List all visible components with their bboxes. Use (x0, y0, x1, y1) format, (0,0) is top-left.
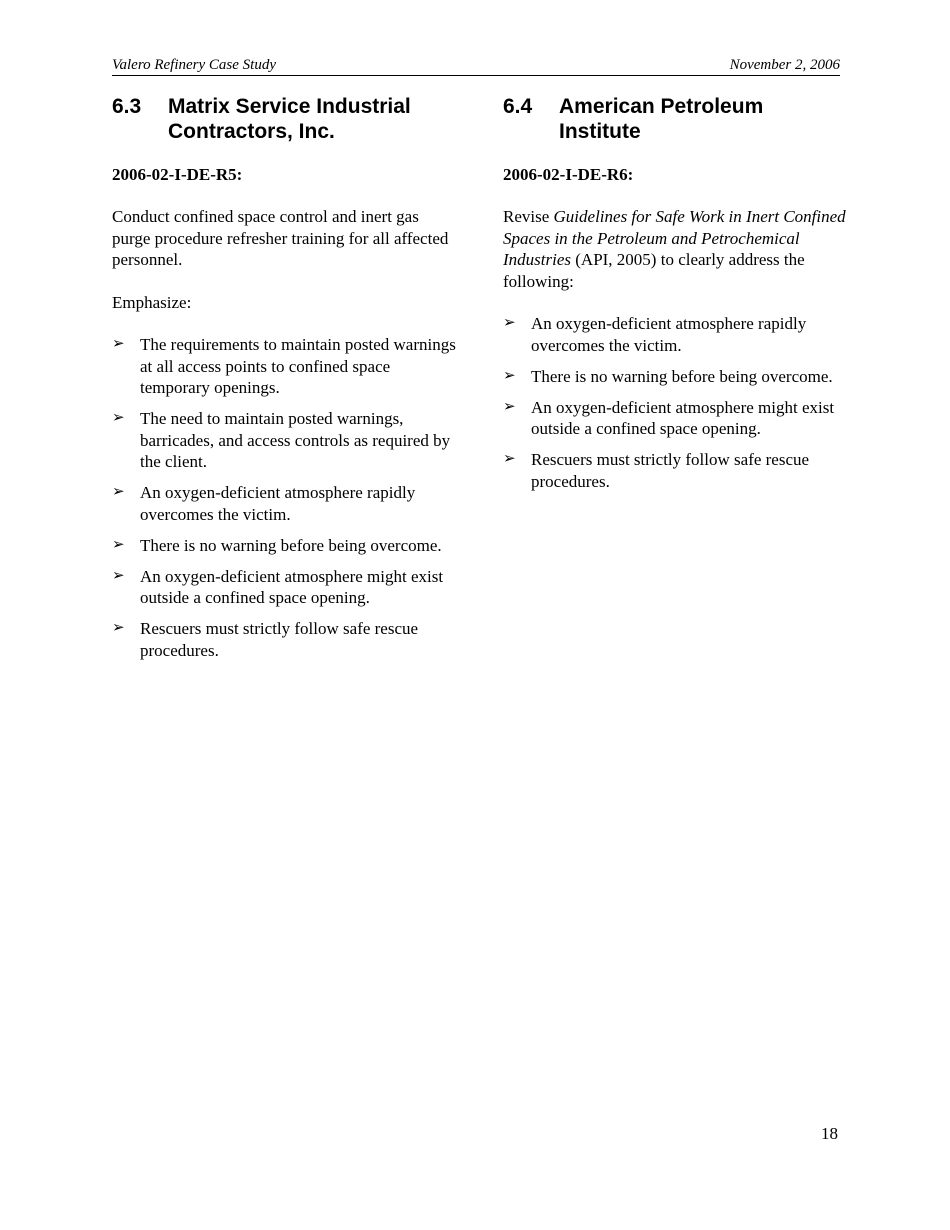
emphasis-list (112, 334, 457, 661)
arrow-bullet-icon: ➢ (503, 367, 516, 384)
list-item-text: There is no warning before being overcome. (140, 535, 442, 555)
header-date: November 2, 2006 (729, 57, 840, 73)
list-item (503, 313, 848, 356)
section-title: American Petroleum Institute (559, 95, 764, 143)
section-6-3 (112, 94, 457, 671)
list-item (112, 566, 457, 609)
list-item-text: Rescuers must strictly follow safe rescue procedures. (140, 619, 419, 660)
list-item-text: The need to maintain posted warnings, barricades, and access controls as required by the client. (140, 409, 451, 471)
list-item (112, 618, 457, 661)
section-heading (112, 94, 457, 144)
arrow-bullet-icon: ➢ (503, 451, 516, 467)
section-number: 6.4 (503, 95, 533, 118)
cited-document-title: Guidelines for Safe Work in Inert Confined Spaces in the Petroleum and Petrochemical Industries (503, 207, 846, 269)
recommendation-text: Conduct confined space control and inert gas purge procedure refresher training for all affected personnel. (112, 207, 449, 269)
recommendation-id: 2006-02-I-DE-R5: (112, 165, 243, 184)
section-number: 6.3 (112, 95, 142, 118)
recommendation-id: 2006-02-I-DE-R6: (503, 165, 634, 184)
arrow-bullet-icon: ➢ (112, 620, 125, 636)
list-item (112, 482, 457, 525)
list-item-text: There is no warning before being overcome. (531, 366, 833, 386)
header-title: Valero Refinery Case Study (112, 57, 276, 73)
recommendation-text (503, 206, 848, 292)
arrow-bullet-icon: ➢ (503, 398, 516, 415)
page-number: 18 (821, 1124, 838, 1143)
recommendation-text-pre: Revise (503, 207, 554, 226)
list-item-text: An oxygen-deficient atmosphere might exist outside a confined space opening. (140, 566, 444, 607)
list-item (112, 408, 457, 473)
list-item (112, 535, 457, 557)
emphasize-label: Emphasize: (112, 292, 192, 312)
running-header (112, 56, 840, 76)
list-item-text: The requirements to maintain posted warnings at all access points to confined space temporary openings. (140, 335, 456, 397)
list-item-text: An oxygen-deficient atmosphere might exist outside a confined space opening. (531, 397, 835, 438)
arrow-bullet-icon: ➢ (112, 567, 125, 584)
arrow-bullet-icon: ➢ (112, 536, 125, 553)
list-item (503, 366, 848, 388)
section-title: Matrix Service Industrial Contractors, Inc. (168, 95, 411, 143)
list-item-text: An oxygen-deficient atmosphere rapidly overcomes the victim. (531, 314, 807, 355)
arrow-bullet-icon: ➢ (112, 410, 125, 426)
arrow-bullet-icon: ➢ (503, 315, 516, 331)
arrow-bullet-icon: ➢ (112, 336, 125, 352)
list-item (503, 449, 848, 492)
arrow-bullet-icon: ➢ (112, 484, 125, 500)
list-item (112, 334, 457, 399)
section-heading (503, 94, 848, 144)
section-6-4 (503, 94, 848, 502)
list-item (503, 397, 848, 440)
recommendation-text-post: (API, 2005) to clearly address the following: (503, 250, 805, 291)
list-item-text: Rescuers must strictly follow safe rescue procedures. (531, 450, 810, 491)
address-list (503, 313, 848, 492)
list-item-text: An oxygen-deficient atmosphere rapidly overcomes the victim. (140, 483, 416, 524)
